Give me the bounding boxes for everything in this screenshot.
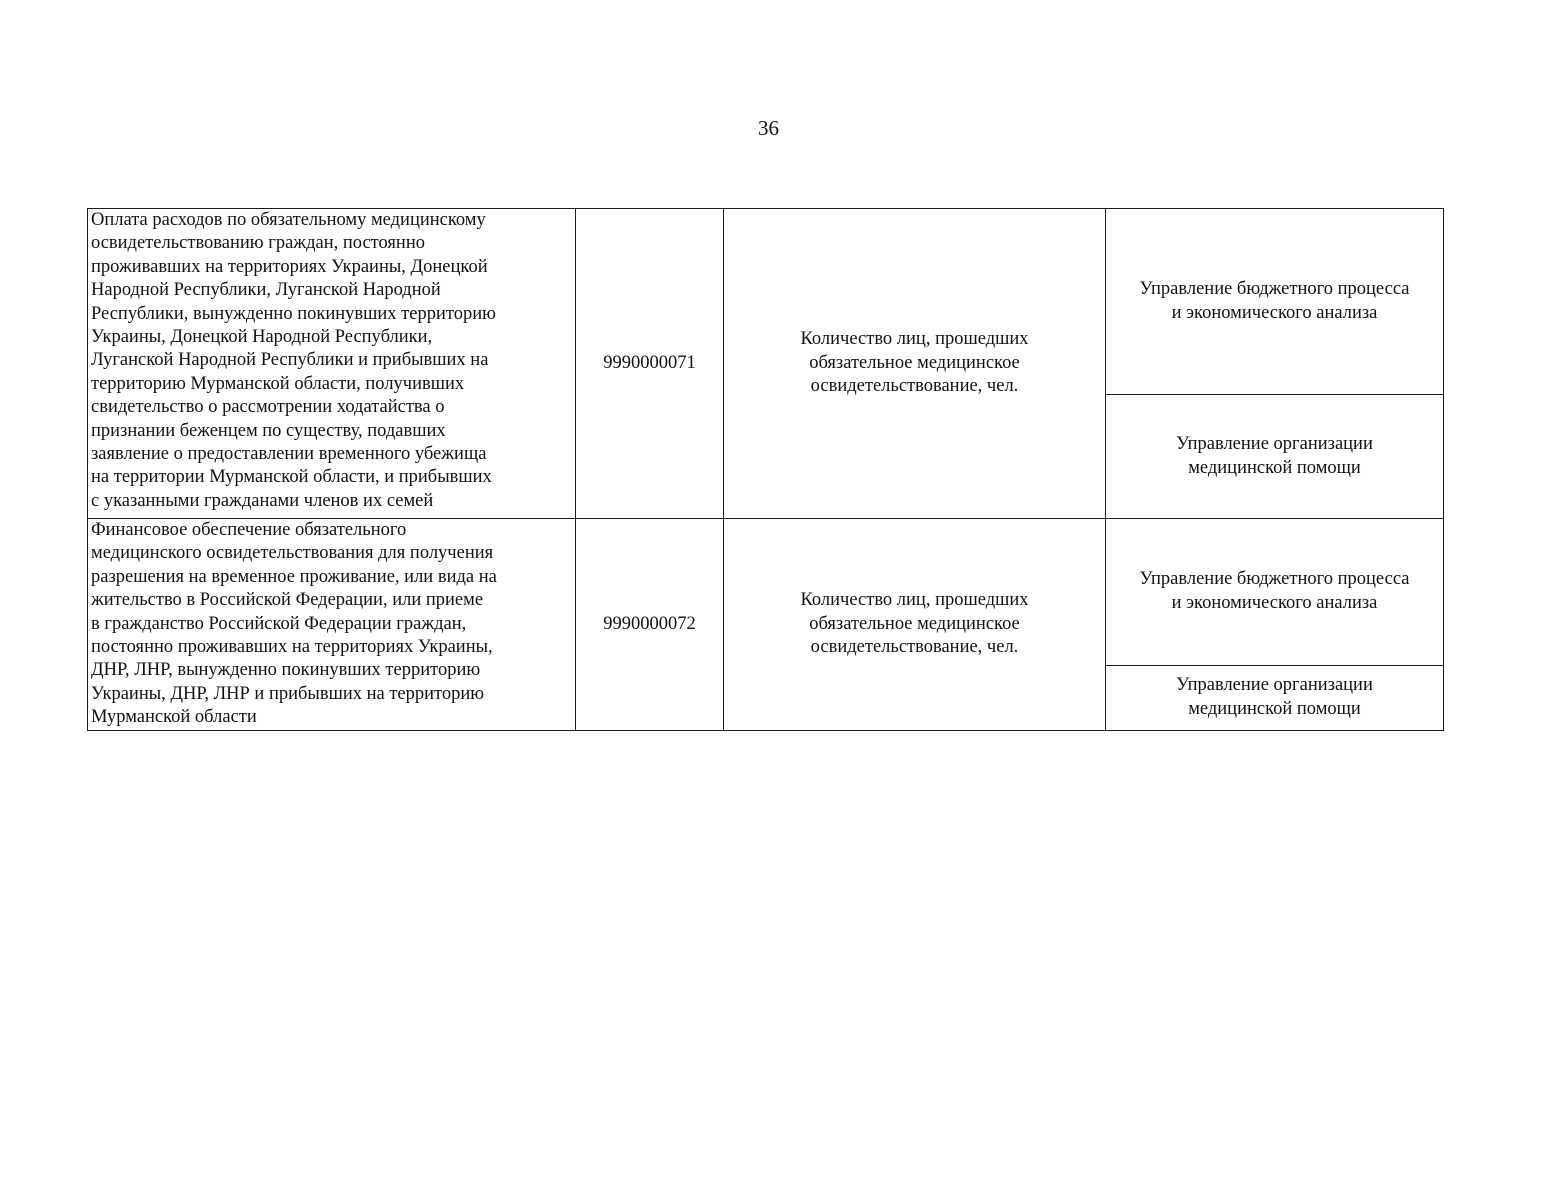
department-budget: Управление бюджетного процесса и экономического анализа bbox=[1106, 519, 1444, 666]
department-budget: Управление бюджетного процесса и экономического анализа bbox=[1106, 209, 1444, 395]
budget-code: 9990000072 bbox=[576, 519, 724, 731]
expense-description: Оплата расходов по обязательному медицинскому освидетельствованию граждан, постоянно проживавших на территориях Украины, Донецкой Народной Республики, Луганской Народной Республики, вынужденно покинувших территорию Украины, Донецкой Народной Республики, Луганской Народной Республики и прибывших на территорию Мурманской области, получивших свидетельство о рассмотрении ходатайства о признании беженцем по существу, подавших заявление о предоставлении временного убежища на территории Мурманской области, и прибывших с указанными гражданами членов их семей bbox=[88, 209, 576, 519]
table-row bbox=[88, 209, 1444, 395]
department-medical: Управление организации медицинской помощи bbox=[1106, 395, 1444, 519]
indicator-text: Количество лиц, прошедших обязательное медицинское освидетельствование, чел. bbox=[724, 519, 1106, 731]
department-medical: Управление организации медицинской помощи bbox=[1106, 665, 1444, 730]
program-table bbox=[87, 208, 1444, 731]
page-number: 36 bbox=[758, 116, 779, 140]
expense-description: Финансовое обеспечение обязательного медицинского освидетельствования для получения разрешения на временное проживание, или вида на жительство в Российской Федерации, или приеме в гражданство Российской Федерации граждан, постоянно проживавших на территориях Украины, ДНР, ЛНР, вынужденно покинувших территорию Украины, ДНР, ЛНР и прибывших на территорию Мурманской области bbox=[88, 519, 576, 731]
indicator-text: Количество лиц, прошедших обязательное медицинское освидетельствование, чел. bbox=[724, 209, 1106, 519]
table-row bbox=[88, 519, 1444, 666]
budget-code: 9990000071 bbox=[576, 209, 724, 519]
